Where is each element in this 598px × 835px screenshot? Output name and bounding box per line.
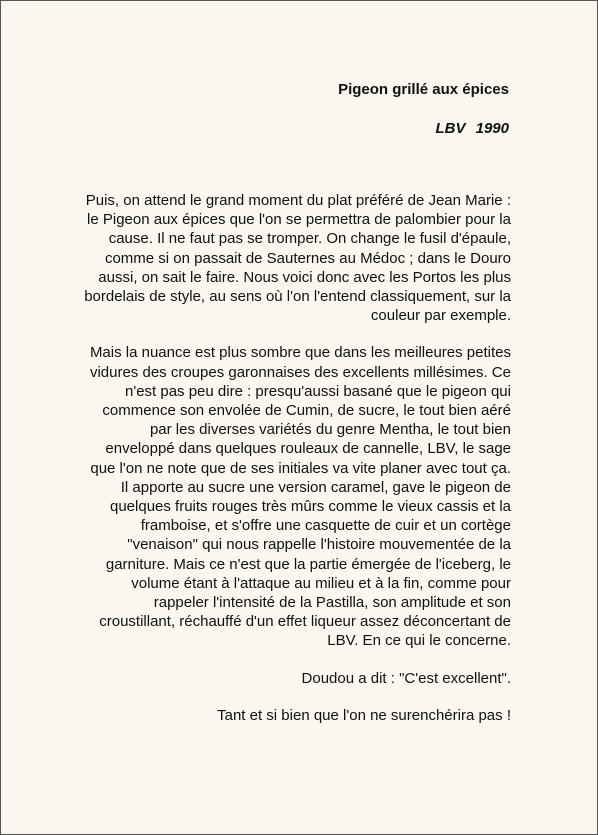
- document-title: Pigeon grillé aux épices: [338, 81, 509, 98]
- document-subtitle: LBV 1990: [435, 120, 509, 137]
- paragraph-tasting: Mais la nuance est plus sombre que dans les meilleures petites vidures des croupes garonnaises des excellents millésimes. Ce n'est pas peu dire : presqu'aussi basané que le pigeon qui commence son envolée de Cumin, de sucre, le tout bien aéré par les diverses variétés du genre Mentha, le tout bien enveloppé dans quelques rouleaux de cannelle, LBV, le sage que l'on ne note que de ses initiales va vite planer avec tout ça. Il apporte au sucre une version caramel, gave le pigeon de quelques fruits rouges très mûrs comme le vieux cassis et la framboise, et s'offre une casquette de cuir et un cortège "venaison" qui nous rappelle l'histoire mouvementée de la garniture. Mais ce n'est que la partie émergée de l'iceberg, le volume étant à l'attaque au milieu et à la fin, comme pour rappeler l'intensité de la Pastilla, son amplitude et son croustillant, réchauffé d'un effet liqueur assez déconcertant de LBV. En ce qui le concerne.: [89, 344, 511, 650]
- document-body: [81, 191, 511, 743]
- paragraph-intro: Puis, on attend le grand moment du plat préféré de Jean Marie : le Pigeon aux épices que l'on se permettra de palombier pour la cause. Il ne faut pas se tromper. On change le fusil d'épaule, comme si on passait de Sauternes au Médoc ; dans le Douro aussi, on sait le faire. Nous voici donc avec les Portos les plus bordelais de style, au sens où l'on l'entend classiquement, sur la couleur par exemple.: [84, 192, 511, 325]
- paragraph-conclusion: Tant et si bien que l'on ne surenchérira pas !: [217, 706, 511, 724]
- paragraph-quote: Doudou a dit : "C'est excellent".: [301, 669, 511, 687]
